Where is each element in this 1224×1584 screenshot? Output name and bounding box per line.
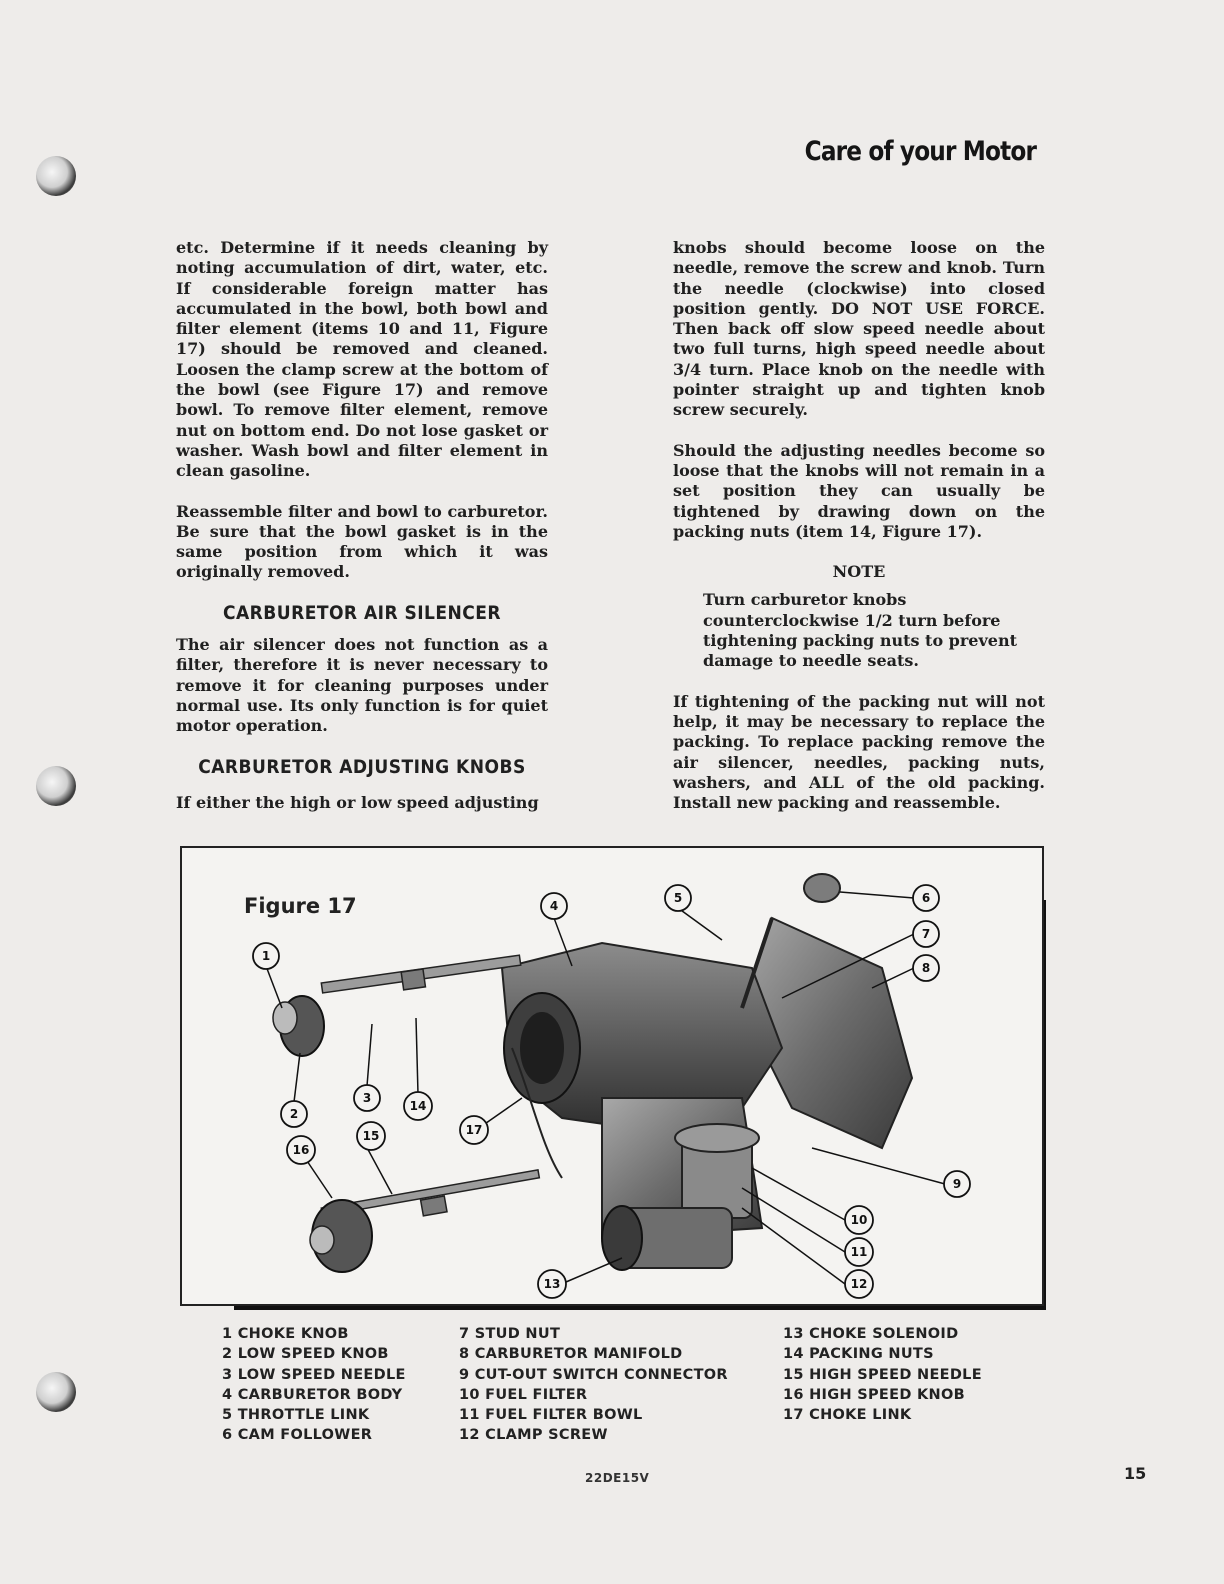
legend-column-3 [783,1324,982,1425]
svg-text:2: 2 [289,1107,299,1121]
callout-2 [281,1101,307,1127]
legend-item: 17 CHOKE LINK [783,1407,912,1424]
svg-text:16: 16 [292,1143,310,1157]
binder-hole-bottom [36,1372,76,1412]
svg-text:17: 17 [465,1123,483,1137]
left-column [176,238,548,833]
section-heading-air-silencer: CARBURETOR AIR SILENCER [222,601,502,624]
svg-text:15: 15 [362,1129,380,1143]
callout-11 [845,1238,873,1266]
legend-item: 6 CAM FOLLOWER [222,1427,373,1444]
page-header-title: Care of your Motor [804,136,1036,167]
legend-item: 1 CHOKE KNOB [222,1326,349,1342]
callout-3 [354,1085,380,1111]
svg-text:7: 7 [921,927,931,941]
callout-4 [541,893,567,919]
callout-10 [845,1206,873,1234]
figure-17-carburetor-illustration [180,846,1044,1306]
high-speed-knob-shape [310,1200,372,1272]
paragraph: knobs should become loose on the needle, remove the screw and knob. Turn the needle (clockwise) into closed position gently. DO NOT USE FORCE. Then back off slow speed needle about two full turns, high speed needle about 3/4 turn. Place knob on the needle with pointer straight up and tighten knob screw securely. [673,238,1045,420]
legend-item: 11 FUEL FILTER BOWL [459,1407,643,1424]
page-number: 15 [1124,1464,1147,1483]
binder-hole-middle [36,766,76,806]
callout-13 [538,1270,566,1298]
callout-6 [913,885,939,911]
legend-item: 5 THROTTLE LINK [222,1407,370,1424]
paragraph: If tightening of the packing nut will not help, it may be necessary to replace the packing. To replace packing remove the air silencer, needles, packing nuts, washers, and ALL of the old packing. Install new packing and reassemble. [673,691,1045,813]
footer-model-code: 22DE15V [585,1471,650,1485]
svg-text:11: 11 [850,1245,868,1259]
callout-14 [404,1092,432,1120]
note-title: NOTE [832,562,886,582]
legend-item: 12 CLAMP SCREW [459,1427,608,1444]
paragraph: etc. Determine if it needs cleaning by noting accumulation of dirt, water, etc. If considerable foreign matter has accumulated in the bowl, both bowl and filter element (items 10 and 11, Figure 17) should be removed and cleaned. Loosen the clamp screw at the bottom of the bowl (see Figure 17) and remove bowl. To remove filter element, remove nut on bottom end. Do not lose gasket or washer. Wash bowl and filter element in clean gasoline. [176,238,548,481]
callout-8 [913,955,939,981]
legend-item: 8 CARBURETOR MANIFOLD [459,1346,683,1363]
svg-text:3: 3 [362,1091,372,1105]
svg-text:12: 12 [850,1277,868,1291]
callout-5 [665,885,691,911]
legend-column-1 [222,1324,406,1446]
legend-item: 9 CUT-OUT SWITCH CONNECTOR [459,1366,728,1383]
svg-text:10: 10 [850,1213,868,1227]
svg-text:5: 5 [673,891,683,905]
figure-label: Figure 17 [244,894,357,918]
svg-text:4: 4 [549,899,559,913]
svg-text:1: 1 [261,949,271,963]
svg-text:14: 14 [409,1099,427,1113]
section-heading-adjusting-knobs: CARBURETOR ADJUSTING KNOBS [198,755,526,778]
paragraph: If either the high or low speed adjusting [176,792,539,812]
legend-item: 15 HIGH SPEED NEEDLE [783,1366,982,1383]
svg-text:9: 9 [952,1177,962,1191]
legend-item: 7 STUD NUT [459,1326,561,1342]
legend-item: 16 HIGH SPEED KNOB [783,1386,965,1403]
legend-item: 10 FUEL FILTER [459,1386,588,1403]
paragraph: Should the adjusting needles become so loose that the knobs will not remain in a set position they can usually be tightened by drawing down on the packing nuts (item 14, Figure 17). [673,440,1045,541]
legend-item: 4 CARBURETOR BODY [222,1386,403,1403]
callout-17 [460,1116,488,1144]
svg-text:13: 13 [543,1277,561,1291]
right-column [673,238,1045,833]
legend-item: 2 LOW SPEED KNOB [222,1346,389,1363]
legend-item: 13 CHOKE SOLENOID [783,1326,959,1342]
callout-12 [845,1270,873,1298]
svg-text:6: 6 [921,891,931,905]
note-text: Turn carburetor knobs counterclockwise 1/2 turn before tightening packing nuts to prevent damage to needle seats. [703,590,1017,671]
binder-hole-top [36,156,76,196]
callout-1 [253,943,279,969]
paragraph: Reassemble filter and bowl to carburetor. Be sure that the bowl gasket is in the same position from which it was originally removed. [176,501,548,582]
callout-9 [944,1171,970,1197]
svg-text:8: 8 [921,961,931,975]
legend-item: 14 PACKING NUTS [783,1346,934,1363]
callout-15 [357,1122,385,1150]
legend-column-2 [459,1324,728,1446]
callout-16 [287,1136,315,1164]
paragraph: The air silencer does not function as a filter, therefore it is never necessary to remove it for cleaning purposes under normal use. Its only function is for quiet motor operation. [176,635,548,736]
legend-item: 3 LOW SPEED NEEDLE [222,1366,406,1383]
callout-7 [913,921,939,947]
